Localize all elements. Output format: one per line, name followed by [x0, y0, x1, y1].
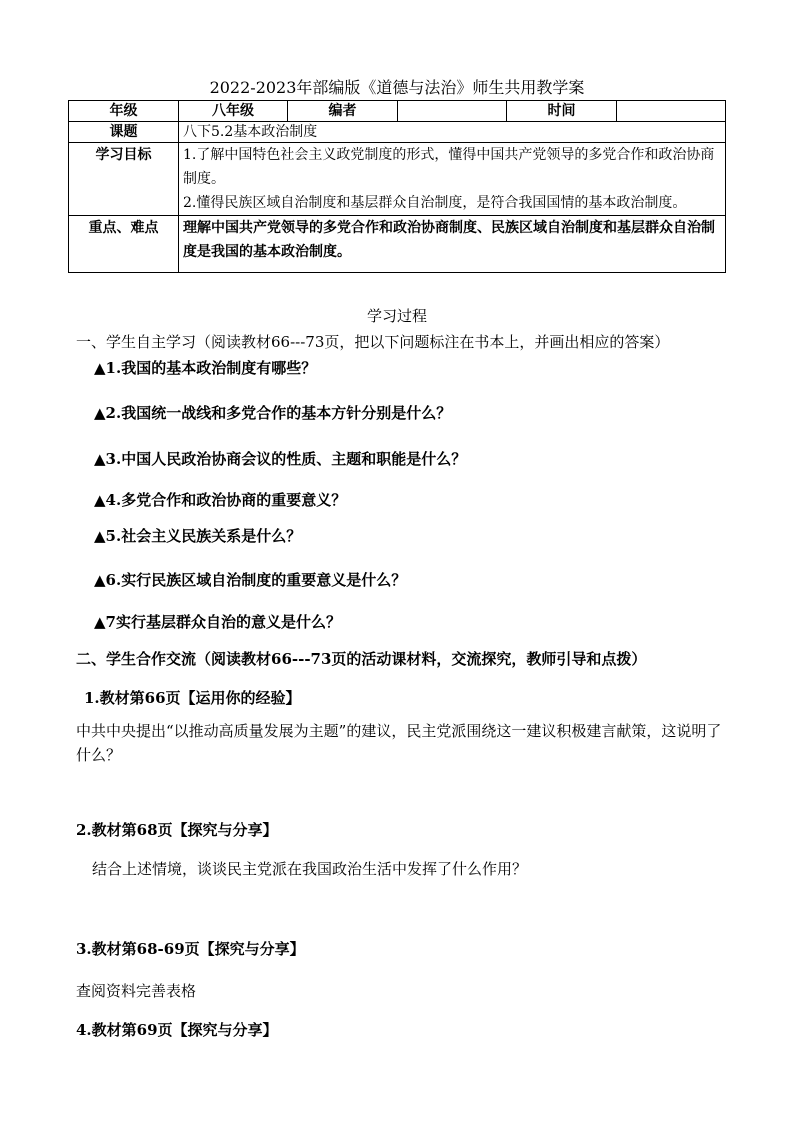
- editor-value: [398, 101, 507, 122]
- question-4: ▲4.多党合作和政治协商的重要意义？: [94, 491, 347, 509]
- section1-heading: 一、学生自主学习（阅读教材66---73页，把以下问题标注在书本上，并画出相应的答案）: [76, 333, 670, 351]
- question-5: ▲5.社会主义民族关系是什么？: [94, 527, 302, 545]
- goal-content: [179, 143, 726, 216]
- item3-title: 3.教材第68-69页【探究与分享】: [76, 940, 305, 958]
- question-3: ▲3.中国人民政治协商会议的性质、主题和职能是什么？: [94, 450, 467, 468]
- item1-title: 1.教材第66页【运用你的经验】: [84, 689, 301, 707]
- grade-label: 年级: [69, 101, 179, 122]
- time-value: [617, 101, 726, 122]
- info-row-header: [69, 101, 726, 122]
- goal-2: 2.懂得民族区域自治制度和基层群众自治制度，是符合我国国情的基本政治制度。: [183, 195, 687, 211]
- section2-heading: 二、学生合作交流（阅读教材66---73页的活动课材料，交流探究，教师引导和点拨）: [76, 650, 647, 668]
- question-7: ▲7实行基层群众自治的意义是什么？: [94, 613, 341, 631]
- editor-label: 编者: [288, 101, 398, 122]
- info-table: [68, 100, 726, 273]
- info-row-goals: [69, 143, 726, 216]
- goal-1: 1.了解中国特色社会主义政党制度的形式，懂得中国共产党领导的多党合作和政治协商制度。: [183, 147, 715, 187]
- item1-text: 中共中央提出“以推动高质量发展为主题”的建议，民主党派围绕这一建议积极建言献策，这说明了什么？: [76, 722, 722, 764]
- key-value: 理解中国共产党领导的多党合作和政治协商制度、民族区域自治制度和基层群众自治制度是我国的基本政治制度。: [179, 216, 726, 273]
- topic-label: 课题: [69, 122, 179, 143]
- item4-title: 4.教材第69页【探究与分享】: [76, 1021, 278, 1039]
- key-label: 重点、难点: [69, 216, 179, 273]
- time-label: 时间: [507, 101, 617, 122]
- item3-text: 查阅资料完善表格: [76, 982, 197, 1000]
- topic-value: 八下5.2基本政治制度: [179, 122, 726, 143]
- goal-label: 学习目标: [69, 143, 179, 216]
- info-row-key-points: [69, 216, 726, 273]
- item2-text: 结合上述情境，谈谈民主党派在我国政治生活中发挥了什么作用？: [92, 860, 528, 878]
- item2-title: 2.教材第68页【探究与分享】: [76, 821, 278, 839]
- grade-value: 八年级: [179, 101, 288, 122]
- question-6: ▲6.实行民族区域自治制度的重要意义是什么？: [94, 571, 407, 589]
- document-title: 2022-2023年部编版《道德与法治》师生共用教学案: [209, 78, 585, 97]
- process-title: 学习过程: [366, 307, 427, 325]
- info-row-topic: [69, 122, 726, 143]
- question-1: ▲1.我国的基本政治制度有哪些？: [94, 359, 317, 377]
- question-2: ▲2.我国统一战线和多党合作的基本方针分别是什么？: [94, 404, 452, 422]
